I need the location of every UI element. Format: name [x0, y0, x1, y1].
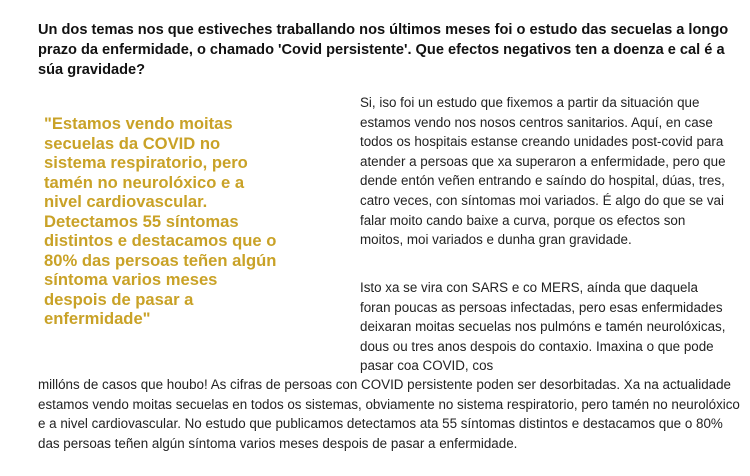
pull-quote: "Estamos vendo moitas secuelas da COVID no sistema respiratorio, pero tamén no neurolóxico e a nivel cardiovascular. Detectamos 55 síntomas distintos e destacamos que o 80% das persoas teñen algún síntoma varios meses despois de pasar a enfermidade" [44, 114, 277, 328]
answer-paragraph-2-column: Isto xa se vira con SARS e co MERS, aínda que daquela foran poucas as persoas infectadas, pero esas enfermidades deixaran moitas secuelas nos pulmóns e tamén neurolóxicas, dous ou tres anos despois do contaxio. Imaxina o que pode pasar coa COVID, cos [360, 280, 726, 374]
answer-paragraph-2-continued: millóns de casos que houbo! As cifras de persoas con COVID persistente poden ser desorbitadas. Xa na actualidade estamos vendo moitas secuelas en todos os sistemas, obviamente no sistema respiratorio, pero tamén no neurolóxico e a nivel cardiovascular. No estudo que publicamos detectamos ata 55 síntomas distintos e destacamos que o 80% das persoas teñen algún síntoma varios meses despois de pasar a enfermidade. [38, 377, 740, 451]
interview-question: Un dos temas nos que estiveches traballando nos últimos meses foi o estudo das secuelas a longo prazo da enfermidade, o chamado 'Covid persistente'. Que efectos negativos ten a doenza e cal é a súa gravidade? [38, 22, 729, 78]
answer-paragraph-1: Si, iso foi un estudo que fixemos a partir da situación que estamos vendo nos nosos centros sanitarios. Aquí, en case todos os hospitais estanse creando unidades post-covid para atender a persoas que xa superaron a enfermidade, pero que dende entón veñen entrando e saíndo do hospital, dúas, tres, catro veces, con síntomas moi variados. É algo do que se vai falar moito cando baixe a curva, porque os efectos son moitos, moi variados e dunha gran gravidade. [360, 95, 726, 248]
